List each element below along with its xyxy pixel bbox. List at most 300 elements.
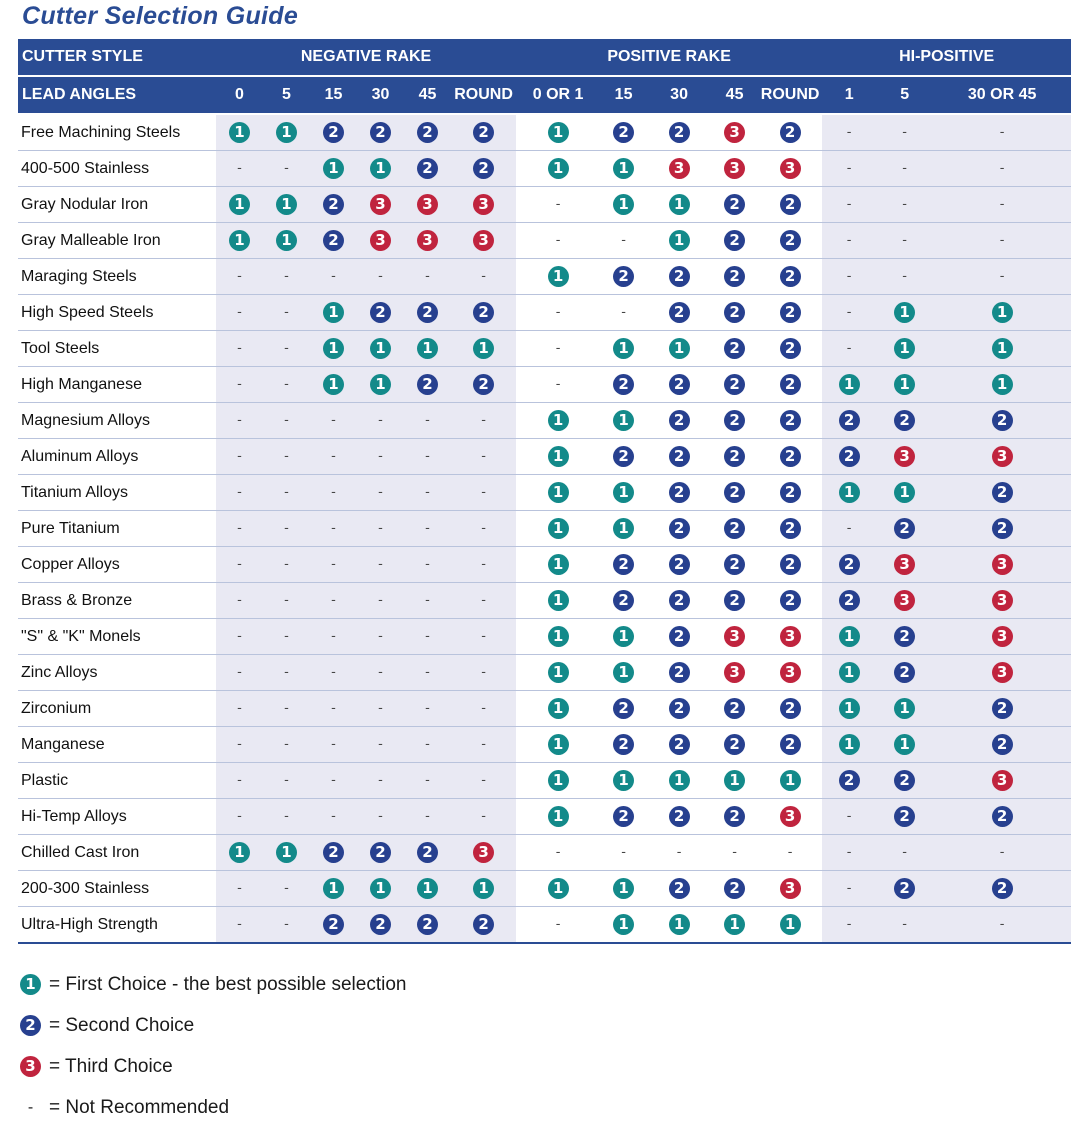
choice-2-badge: 2	[724, 266, 745, 287]
choice-2-badge: 2	[724, 410, 745, 431]
material-name: Pure Titanium	[18, 511, 216, 547]
material-name: Maraging Steels	[18, 259, 216, 295]
rating-cell	[822, 295, 876, 331]
choice-2-badge: 2	[992, 482, 1013, 503]
angle-header: 15	[600, 76, 647, 114]
not-recommended-mark: -	[378, 449, 383, 464]
rating-cell	[876, 691, 933, 727]
not-recommended-mark: -	[27, 1098, 34, 1116]
material-name: Brass & Bronze	[18, 583, 216, 619]
choice-1-badge: 1	[229, 122, 250, 143]
choice-3-badge: 3	[992, 446, 1013, 467]
rating-cell	[647, 223, 711, 259]
rating-cell	[711, 835, 758, 871]
choice-2-badge: 2	[780, 302, 801, 323]
choice-1-badge: 1	[548, 698, 569, 719]
rating-cell	[216, 871, 263, 907]
rating-cell	[516, 187, 600, 223]
not-recommended-mark: -	[902, 845, 907, 860]
choice-2-badge: 2	[669, 698, 690, 719]
rating-cell	[876, 907, 933, 944]
choice-2-badge: 2	[992, 410, 1013, 431]
rating-cell	[876, 367, 933, 403]
rating-cell	[600, 259, 647, 295]
rating-cell	[600, 295, 647, 331]
rating-cell	[357, 619, 404, 655]
rating-cell	[600, 511, 647, 547]
choice-1-badge: 1	[548, 590, 569, 611]
not-recommended-mark: -	[378, 773, 383, 788]
choice-2-badge: 2	[20, 1015, 41, 1036]
material-name: Tool Steels	[18, 331, 216, 367]
rating-cell	[263, 907, 310, 944]
rating-cell	[600, 547, 647, 583]
not-recommended-mark: -	[331, 773, 336, 788]
not-recommended-mark: -	[481, 737, 486, 752]
angle-header: 5	[876, 76, 933, 114]
rating-cell	[876, 259, 933, 295]
not-recommended-mark: -	[331, 557, 336, 572]
choice-2-badge: 2	[669, 518, 690, 539]
not-recommended-mark: -	[284, 917, 289, 932]
rating-cell	[711, 511, 758, 547]
rating-cell	[600, 331, 647, 367]
choice-2-badge: 2	[724, 302, 745, 323]
rating-cell	[647, 907, 711, 944]
rating-cell	[404, 403, 451, 439]
rating-cell	[876, 871, 933, 907]
rating-cell	[822, 835, 876, 871]
not-recommended-mark: -	[284, 521, 289, 536]
rating-cell	[263, 547, 310, 583]
rating-cell	[876, 619, 933, 655]
table-row	[18, 727, 1071, 763]
rating-cell	[647, 511, 711, 547]
rating-cell	[647, 583, 711, 619]
choice-2-badge: 2	[473, 374, 494, 395]
rating-cell	[516, 367, 600, 403]
rating-cell	[933, 799, 1071, 835]
not-recommended-mark: -	[237, 161, 242, 176]
not-recommended-mark: -	[425, 593, 430, 608]
rating-cell	[310, 223, 357, 259]
rating-cell	[711, 763, 758, 799]
rating-cell	[263, 439, 310, 475]
rating-cell	[357, 907, 404, 944]
rating-cell	[516, 691, 600, 727]
rating-cell	[758, 295, 822, 331]
choice-1-badge: 1	[229, 842, 250, 863]
rating-cell	[822, 907, 876, 944]
table-row	[18, 871, 1071, 907]
page-title: Cutter Selection Guide	[22, 2, 299, 30]
choice-1-badge: 1	[724, 770, 745, 791]
not-recommended-mark: -	[555, 305, 561, 320]
rating-cell	[933, 151, 1071, 187]
choice-3-badge: 3	[724, 158, 745, 179]
material-name: Manganese	[18, 727, 216, 763]
rating-cell	[647, 475, 711, 511]
rating-cell	[451, 835, 516, 871]
rating-cell	[451, 367, 516, 403]
choice-1-badge: 1	[229, 194, 250, 215]
rating-cell	[216, 475, 263, 511]
choice-2-badge: 2	[669, 410, 690, 431]
choice-1-badge: 1	[894, 698, 915, 719]
choice-1-badge: 1	[613, 158, 634, 179]
choice-3-badge: 3	[780, 158, 801, 179]
rating-cell	[516, 547, 600, 583]
rating-cell	[310, 114, 357, 151]
not-recommended-mark: -	[846, 305, 852, 320]
choice-2-badge: 2	[724, 698, 745, 719]
rating-cell	[451, 691, 516, 727]
not-recommended-mark: -	[555, 341, 561, 356]
rating-cell	[404, 114, 451, 151]
not-recommended-mark: -	[237, 593, 242, 608]
choice-1-badge: 1	[894, 734, 915, 755]
not-recommended-mark: -	[237, 917, 242, 932]
rating-cell	[404, 655, 451, 691]
rating-cell	[600, 187, 647, 223]
rating-cell	[933, 727, 1071, 763]
not-recommended-mark: -	[284, 161, 289, 176]
choice-1-badge: 1	[548, 770, 569, 791]
not-recommended-mark: -	[846, 197, 852, 212]
choice-1-badge: 1	[548, 266, 569, 287]
rating-cell	[310, 799, 357, 835]
choice-2-badge: 2	[613, 122, 634, 143]
choice-1-badge: 1	[992, 338, 1013, 359]
choice-1-badge: 1	[276, 122, 297, 143]
rating-cell	[933, 403, 1071, 439]
rating-cell	[516, 727, 600, 763]
not-recommended-mark: -	[425, 809, 430, 824]
not-recommended-mark: -	[237, 413, 242, 428]
not-recommended-mark: -	[237, 305, 242, 320]
rating-cell	[876, 295, 933, 331]
choice-3-badge: 3	[473, 194, 494, 215]
rating-cell	[216, 655, 263, 691]
not-recommended-mark: -	[284, 413, 289, 428]
table-row	[18, 907, 1071, 944]
not-recommended-mark: -	[846, 341, 852, 356]
rating-cell	[876, 727, 933, 763]
rating-cell	[216, 151, 263, 187]
not-recommended-mark: -	[846, 233, 852, 248]
not-recommended-mark: -	[732, 845, 737, 860]
rating-cell	[216, 511, 263, 547]
rating-cell	[216, 187, 263, 223]
rating-cell	[647, 367, 711, 403]
choice-1-badge: 1	[548, 626, 569, 647]
not-recommended-mark: -	[999, 269, 1005, 284]
choice-2-badge: 2	[370, 842, 391, 863]
rating-cell	[822, 511, 876, 547]
rating-cell	[263, 619, 310, 655]
rating-cell	[711, 367, 758, 403]
rating-cell	[822, 727, 876, 763]
rating-cell	[310, 511, 357, 547]
rating-cell	[758, 331, 822, 367]
rating-cell	[758, 619, 822, 655]
not-recommended-mark: -	[284, 449, 289, 464]
choice-3-badge: 3	[894, 446, 915, 467]
table-row	[18, 295, 1071, 331]
not-recommended-mark: -	[481, 809, 486, 824]
angle-header: 1	[822, 76, 876, 114]
choice-2-badge: 2	[724, 230, 745, 251]
choice-1-badge: 1	[417, 338, 438, 359]
rating-cell	[647, 295, 711, 331]
rating-cell	[357, 403, 404, 439]
angle-header: ROUND	[451, 76, 516, 114]
rating-cell	[758, 835, 822, 871]
choice-1-badge: 1	[548, 878, 569, 899]
rating-cell	[404, 511, 451, 547]
rating-cell	[216, 223, 263, 259]
choice-1-badge: 1	[20, 974, 41, 995]
choice-2-badge: 2	[613, 806, 634, 827]
rating-cell	[600, 475, 647, 511]
rating-cell	[876, 583, 933, 619]
choice-1-badge: 1	[370, 158, 391, 179]
rating-cell	[647, 763, 711, 799]
choice-1-badge: 1	[613, 770, 634, 791]
rating-cell	[933, 871, 1071, 907]
not-recommended-mark: -	[331, 593, 336, 608]
choice-2-badge: 2	[839, 446, 860, 467]
table-row	[18, 259, 1071, 295]
choice-2-badge: 2	[780, 734, 801, 755]
rating-cell	[600, 439, 647, 475]
choice-2-badge: 2	[473, 122, 494, 143]
rating-cell	[404, 871, 451, 907]
angle-header: 30 OR 45	[933, 76, 1071, 114]
rating-cell	[876, 763, 933, 799]
rating-cell	[647, 114, 711, 151]
choice-2-badge: 2	[323, 194, 344, 215]
rating-cell	[263, 727, 310, 763]
choice-1-badge: 1	[839, 482, 860, 503]
rating-cell	[451, 114, 516, 151]
rating-cell	[933, 223, 1071, 259]
rating-cell	[263, 511, 310, 547]
not-recommended-mark: -	[481, 593, 486, 608]
rating-cell	[404, 151, 451, 187]
not-recommended-mark: -	[331, 269, 336, 284]
rating-cell	[357, 367, 404, 403]
not-recommended-mark: -	[902, 161, 907, 176]
rating-cell	[451, 583, 516, 619]
rating-cell	[647, 619, 711, 655]
rating-cell	[876, 835, 933, 871]
not-recommended-mark: -	[425, 269, 430, 284]
not-recommended-mark: -	[284, 341, 289, 356]
choice-3-badge: 3	[20, 1056, 41, 1077]
not-recommended-mark: -	[999, 125, 1005, 140]
rating-cell	[758, 223, 822, 259]
not-recommended-mark: -	[284, 629, 289, 644]
rating-cell	[516, 907, 600, 944]
rating-cell	[357, 547, 404, 583]
not-recommended-mark: -	[331, 701, 336, 716]
choice-2-badge: 2	[894, 662, 915, 683]
rating-cell	[933, 114, 1071, 151]
choice-3-badge: 3	[780, 878, 801, 899]
choice-2-badge: 2	[417, 302, 438, 323]
choice-2-badge: 2	[780, 338, 801, 359]
rating-cell	[933, 835, 1071, 871]
rating-cell	[711, 151, 758, 187]
table-row	[18, 151, 1071, 187]
rating-cell	[357, 799, 404, 835]
choice-2-badge: 2	[669, 662, 690, 683]
rating-cell	[516, 475, 600, 511]
choice-2-badge: 2	[417, 374, 438, 395]
rating-cell	[647, 727, 711, 763]
header-row-lead-angles	[18, 76, 1071, 114]
rating-cell	[711, 619, 758, 655]
rating-cell	[404, 223, 451, 259]
not-recommended-mark: -	[481, 701, 486, 716]
choice-1-badge: 1	[613, 662, 634, 683]
rating-cell	[876, 547, 933, 583]
choice-1-badge: 1	[613, 626, 634, 647]
rating-cell	[711, 331, 758, 367]
rating-cell	[263, 259, 310, 295]
rating-cell	[263, 655, 310, 691]
rating-cell	[711, 223, 758, 259]
not-recommended-mark: -	[331, 413, 336, 428]
choice-2-badge: 2	[839, 554, 860, 575]
choice-2-badge: 2	[613, 698, 634, 719]
choice-2-badge: 2	[894, 770, 915, 791]
rating-cell	[876, 331, 933, 367]
rating-cell	[876, 114, 933, 151]
rating-cell	[216, 259, 263, 295]
not-recommended-mark: -	[481, 629, 486, 644]
choice-3-badge: 3	[669, 158, 690, 179]
table-row	[18, 799, 1071, 835]
rating-cell	[451, 727, 516, 763]
rating-cell	[216, 583, 263, 619]
rating-cell	[404, 907, 451, 944]
choice-2-badge: 2	[724, 590, 745, 611]
choice-1-badge: 1	[323, 302, 344, 323]
rating-cell	[516, 331, 600, 367]
rating-cell	[451, 799, 516, 835]
rating-cell	[516, 151, 600, 187]
choice-2-badge: 2	[780, 410, 801, 431]
choice-3-badge: 3	[473, 230, 494, 251]
rating-cell	[600, 223, 647, 259]
rating-cell	[263, 367, 310, 403]
not-recommended-mark: -	[481, 269, 486, 284]
rating-cell	[357, 655, 404, 691]
choice-2-badge: 2	[417, 914, 438, 935]
not-recommended-mark: -	[902, 269, 907, 284]
choice-2-badge: 2	[669, 482, 690, 503]
not-recommended-mark: -	[331, 737, 336, 752]
choice-2-badge: 2	[323, 230, 344, 251]
not-recommended-mark: -	[676, 845, 682, 860]
rating-cell	[216, 331, 263, 367]
choice-2-badge: 2	[724, 554, 745, 575]
table-row	[18, 223, 1071, 259]
table-row	[18, 403, 1071, 439]
rating-cell	[758, 727, 822, 763]
not-recommended-mark: -	[425, 629, 430, 644]
rating-cell	[647, 691, 711, 727]
rating-cell	[451, 187, 516, 223]
not-recommended-mark: -	[846, 917, 852, 932]
rating-cell	[216, 367, 263, 403]
rating-cell	[822, 619, 876, 655]
rating-cell	[933, 367, 1071, 403]
legend-text: = Not Recommended	[49, 1096, 230, 1118]
not-recommended-mark: -	[378, 701, 383, 716]
rating-cell	[263, 331, 310, 367]
choice-1-badge: 1	[669, 194, 690, 215]
choice-1-badge: 1	[548, 158, 569, 179]
choice-1-badge: 1	[323, 374, 344, 395]
rating-cell	[711, 475, 758, 511]
not-recommended-mark: -	[237, 449, 242, 464]
choice-2-badge: 2	[724, 806, 745, 827]
rating-cell	[216, 114, 263, 151]
choice-1-badge: 1	[473, 338, 494, 359]
rating-cell	[758, 547, 822, 583]
rating-cell	[357, 187, 404, 223]
rating-cell	[310, 187, 357, 223]
rating-cell	[600, 114, 647, 151]
rating-cell	[647, 655, 711, 691]
rating-cell	[600, 367, 647, 403]
rating-cell	[310, 439, 357, 475]
rating-cell	[357, 331, 404, 367]
rating-cell	[600, 871, 647, 907]
not-recommended-mark: -	[846, 845, 852, 860]
material-name: High Manganese	[18, 367, 216, 403]
rating-cell	[516, 403, 600, 439]
rating-cell	[404, 727, 451, 763]
choice-1-badge: 1	[839, 626, 860, 647]
not-recommended-mark: -	[555, 377, 561, 392]
rating-cell	[310, 655, 357, 691]
rating-cell	[822, 475, 876, 511]
not-recommended-mark: -	[331, 449, 336, 464]
choice-1-badge: 1	[669, 338, 690, 359]
not-recommended-mark: -	[481, 413, 486, 428]
not-recommended-mark: -	[284, 881, 289, 896]
choice-1-badge: 1	[613, 482, 634, 503]
not-recommended-mark: -	[425, 737, 430, 752]
rating-cell	[357, 439, 404, 475]
rating-cell	[451, 619, 516, 655]
not-recommended-mark: -	[378, 809, 383, 824]
rating-cell	[876, 151, 933, 187]
choice-2-badge: 2	[780, 446, 801, 467]
rating-cell	[876, 799, 933, 835]
not-recommended-mark: -	[902, 197, 907, 212]
choice-2-badge: 2	[992, 518, 1013, 539]
table-row	[18, 331, 1071, 367]
choice-1-badge: 1	[276, 194, 297, 215]
rating-cell	[216, 439, 263, 475]
choice-2-badge: 2	[894, 806, 915, 827]
rating-cell	[404, 691, 451, 727]
